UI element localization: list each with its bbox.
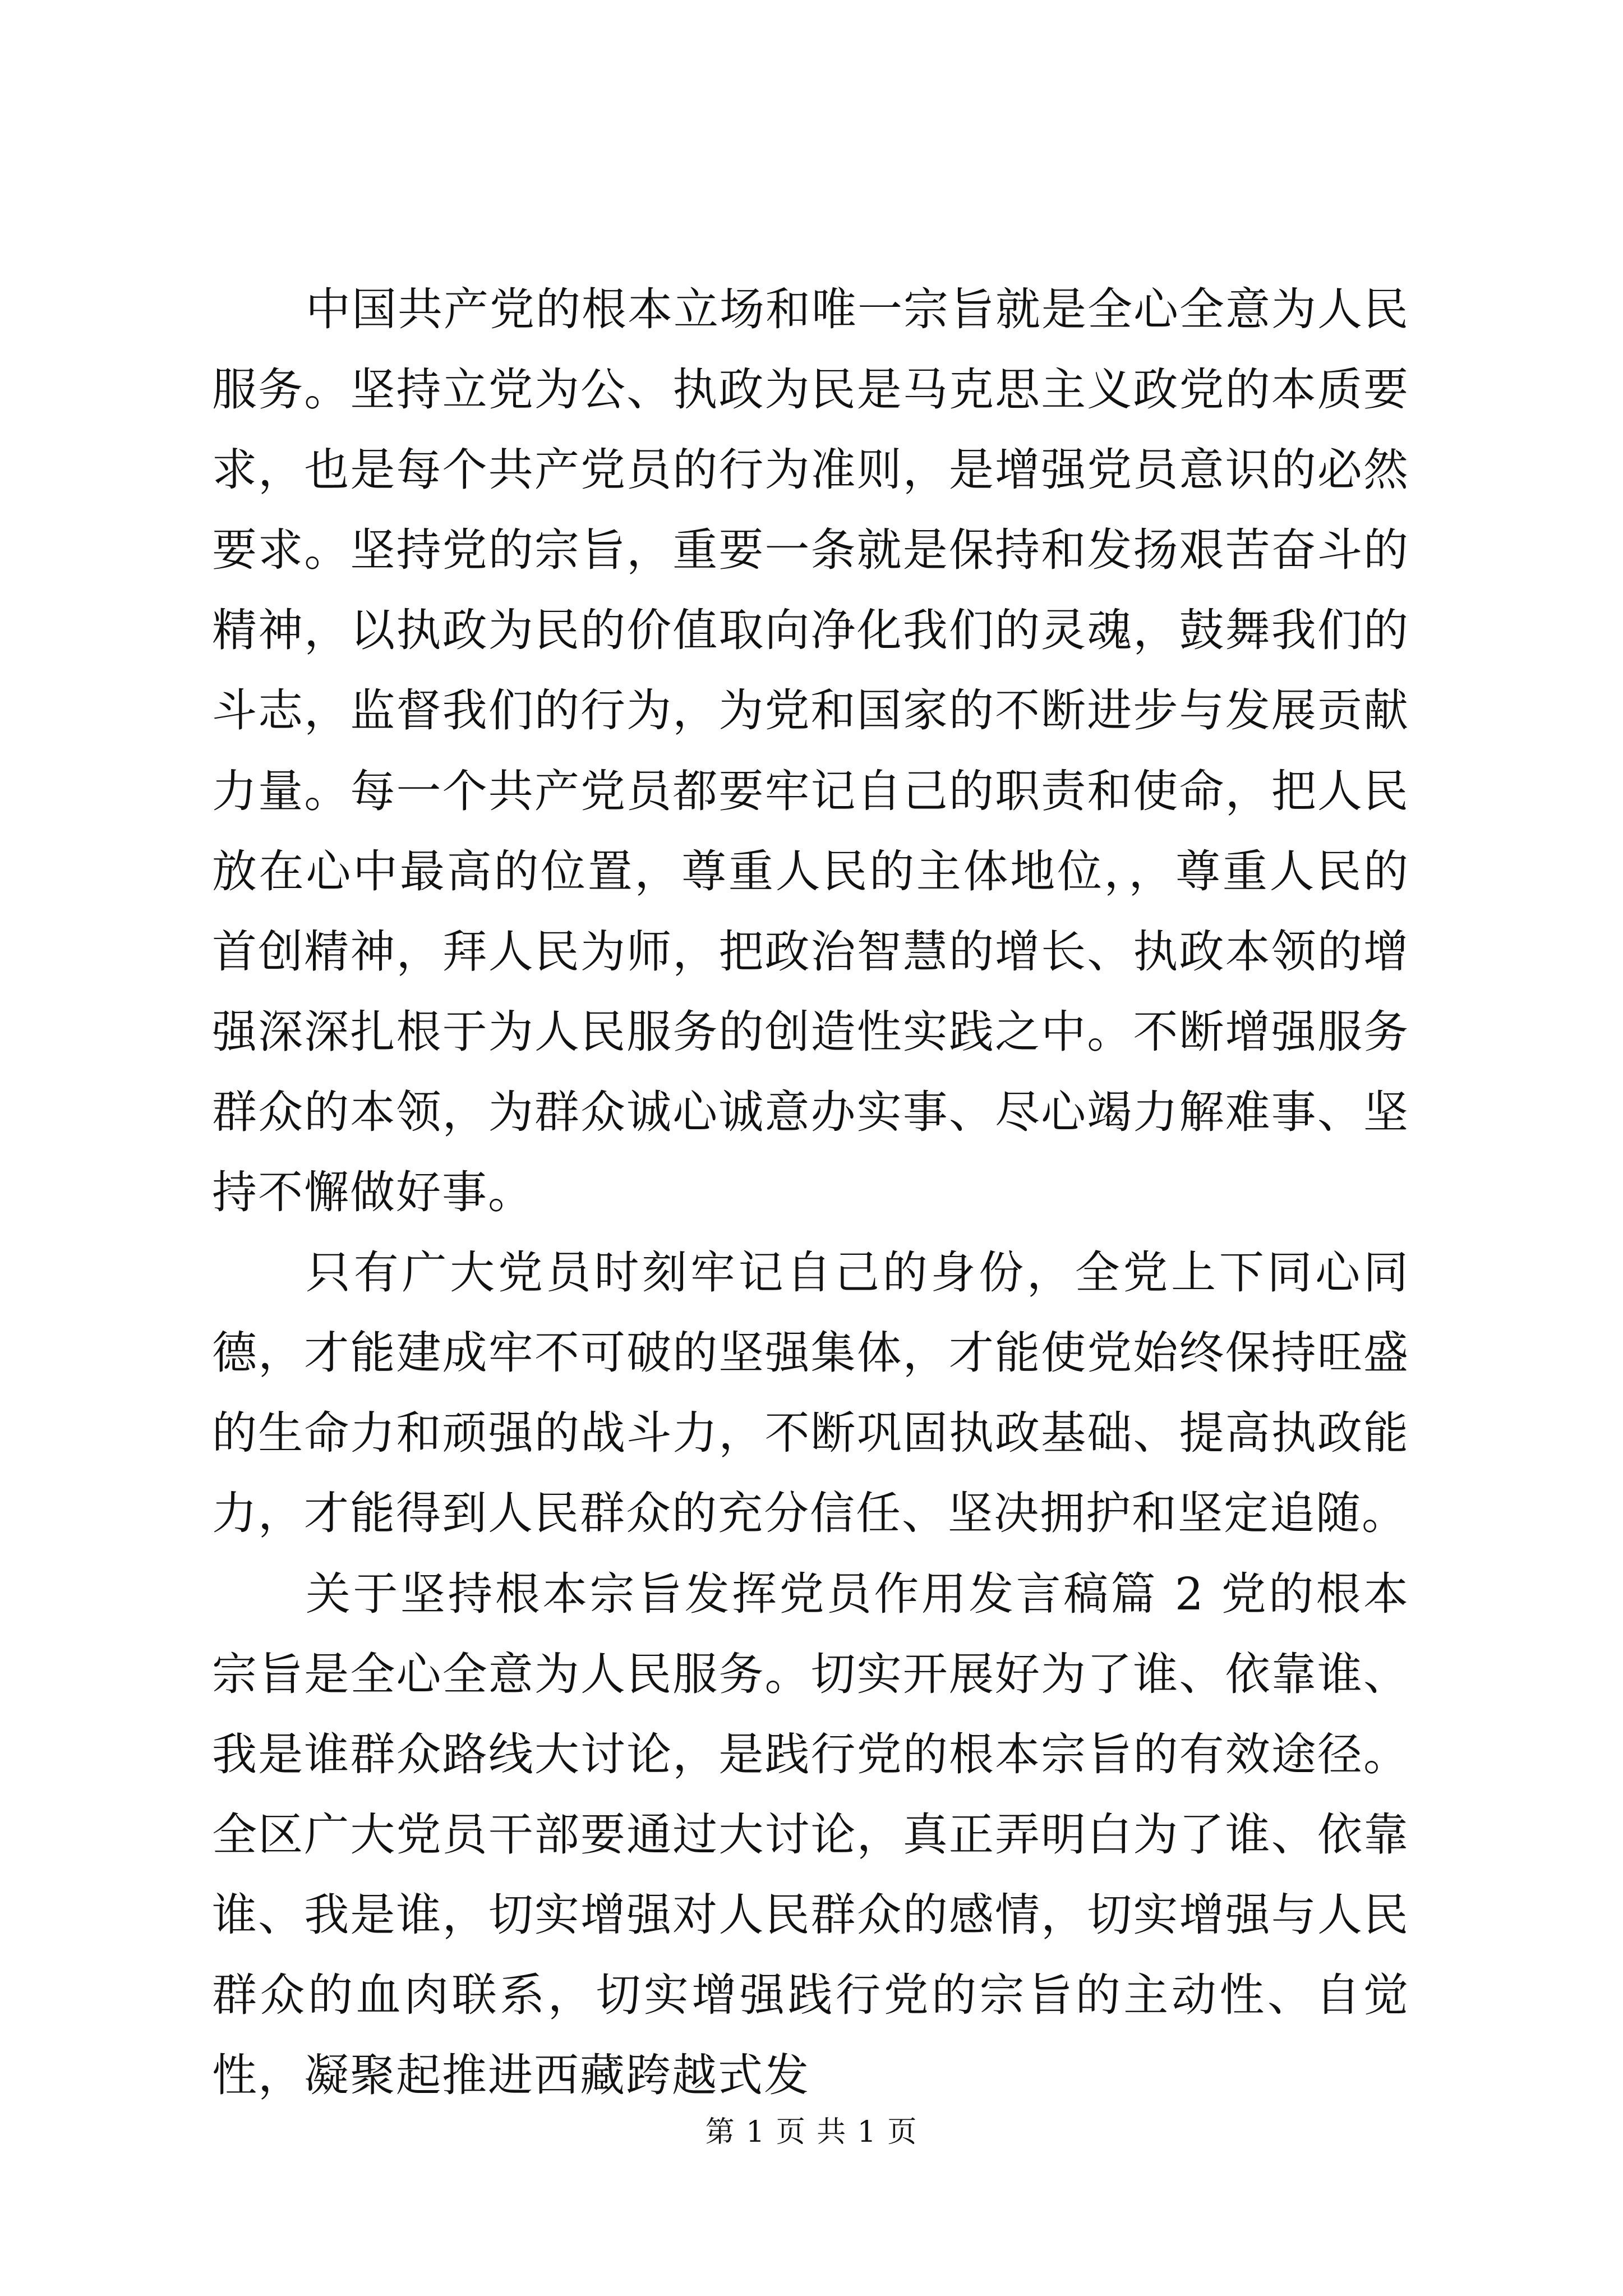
paragraph-2: 只有广大党员时刻牢记自己的身份，全党上下同心同德，才能建成牢不可破的坚强集体，才能使党始终保持旺盛的生命力和顽强的战斗力，不断巩固执政基础、提高执政能力，才能得到人民群众的充分信任、坚决拥护和坚定追随。 — [212, 1246, 1409, 1540]
paragraph-1: 中国共产党的根本立场和唯一宗旨就是全心全意为人民服务。坚持立党为公、执政为民是马克思主义政党的本质要求，也是每个共产党员的行为准则，是增强党员意识的必然要求。坚持党的宗旨，重要一条就是保持和发扬艰苦奋斗的精神，以执政为民的价值取向净化我们的灵魂，鼓舞我们的斗志，监督我们的行为，为党和国家的不断进步与发展贡献力量。每一个共产党员都要牢记自己的职责和使命，把人民放在心中最高的位置，尊重人民的主体地位，，尊重人民的首创精神，拜人民为师，把政治智慧的增长、执政本领的增强深深扎根于为人民服务的创造性实践之中。不断增强服务群众的本领，为群众诚心诚意办实事、尽心竭力解难事、坚持不懈做好事。 — [212, 283, 1409, 1219]
document-body — [212, 269, 1409, 2115]
paragraph-3: 关于坚持根本宗旨发挥党员作用发言稿篇 2 党的根本宗旨是全心全意为人民服务。切实开展好为了谁、依靠谁、我是谁群众路线大讨论，是践行党的根本宗旨的有效途径。全区广大党员干部要通过大讨论，真正弄明白为了谁、依靠谁、我是谁，切实增强对人民群众的感情，切实增强与人民群众的血肉联系，切实增强践行党的宗旨的主动性、自觉性，凝聚起推进西藏跨越式发 — [212, 1567, 1409, 2102]
page-footer: 第 1 页 共 1 页 — [705, 2115, 918, 2149]
